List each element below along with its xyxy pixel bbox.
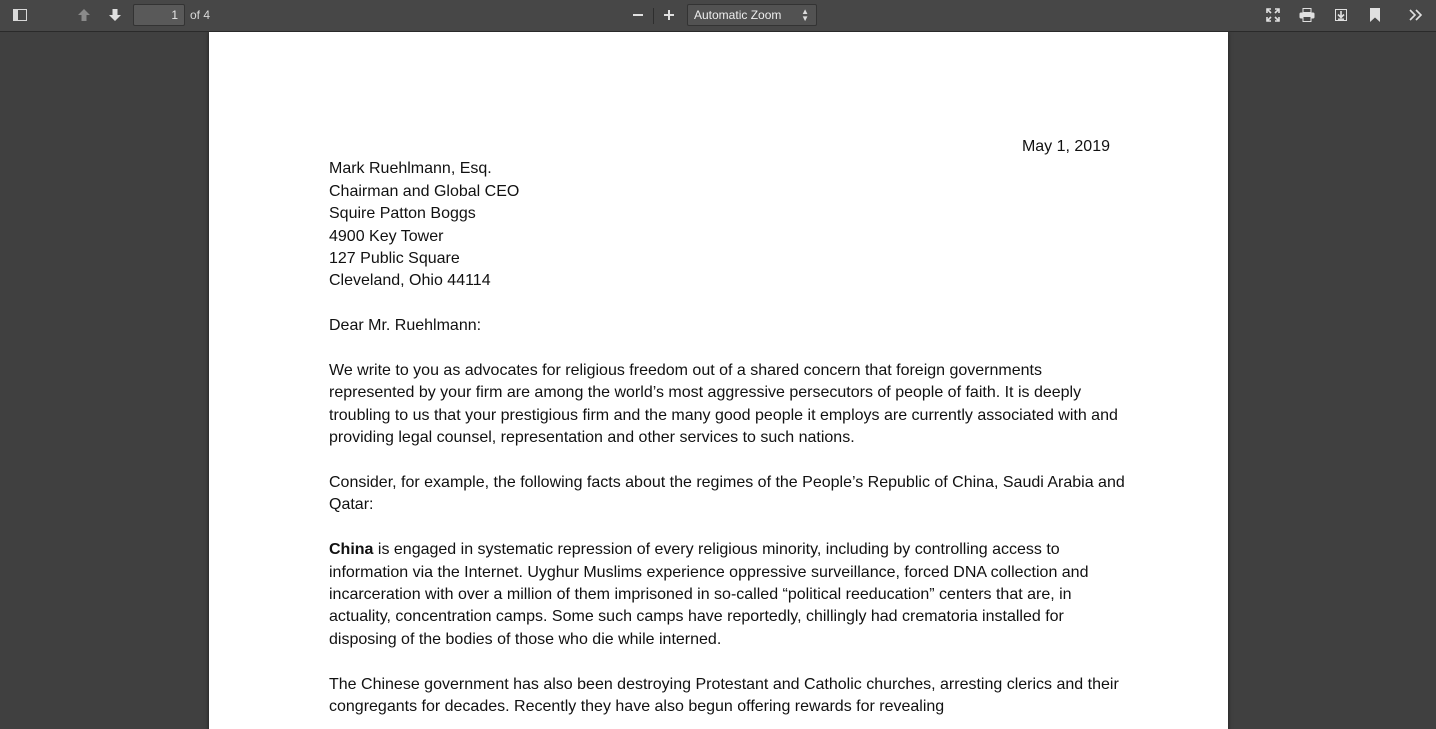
paragraph-1: We write to you as advocates for religious freedom out of a shared concern that foreign governments represented by your firm are among the world’s most aggressive persecutors of people of faith. It is deeply troubling to us that your prestigious firm and the many good people it employs are currently associated with and providing legal counsel, representation and other services to such nations.: [329, 362, 1118, 447]
pdf-page: [209, 32, 1228, 729]
address-line: Squire Patton Boggs: [329, 205, 476, 223]
address-line: 4900 Key Tower: [329, 227, 444, 245]
document-viewer[interactable]: [0, 32, 1436, 729]
print-icon: [1299, 8, 1315, 22]
paragraph-3-lead: China: [329, 541, 374, 559]
sidebar-toggle-button[interactable]: [7, 4, 33, 26]
paragraph-3: [329, 539, 1129, 651]
salutation: Dear Mr. Ruehlmann:: [329, 317, 482, 335]
bookmark-icon: [1370, 8, 1380, 22]
sidebar-toggle-icon: [13, 9, 27, 21]
paragraph-2: Consider, for example, the following facts about the regimes of the People’s Republic of China, Saudi Arabia and Qatar:: [329, 474, 1125, 514]
address-line: Chairman and Global CEO: [329, 182, 520, 200]
address-line: 127 Public Square: [329, 250, 460, 268]
download-icon: [1334, 8, 1348, 22]
double-chevron-right-icon: [1409, 9, 1423, 21]
recipient-address: [329, 158, 1129, 292]
zoom-out-button[interactable]: [625, 4, 651, 26]
download-button[interactable]: [1328, 4, 1354, 26]
arrow-down-icon: [108, 8, 122, 22]
address-line: Cleveland, Ohio 44114: [329, 272, 491, 290]
letter-date: May 1, 2019: [1021, 138, 1110, 155]
fullscreen-icon: [1266, 8, 1280, 22]
print-button[interactable]: [1294, 4, 1320, 26]
zoom-separator: [653, 8, 654, 24]
address-line: Mark Ruehlmann, Esq.: [329, 160, 492, 178]
bookmark-button[interactable]: [1362, 4, 1388, 26]
presentation-mode-button[interactable]: [1260, 4, 1286, 26]
arrow-up-icon: [77, 8, 91, 22]
tools-button[interactable]: [1403, 4, 1429, 26]
previous-page-button[interactable]: [71, 4, 97, 26]
zoom-in-button[interactable]: [656, 4, 682, 26]
page-count-label: of 4: [190, 8, 211, 22]
paragraph-4: The Chinese government has also been destroying Protestant and Catholic churches, arresting clerics and their congregants for decades. Recently they have also begun offering rewards for revealing: [329, 675, 1119, 716]
select-caret-icon: ▲ ▼: [801, 7, 809, 23]
next-page-button[interactable]: [102, 4, 128, 26]
zoom-select-value: Automatic Zoom: [694, 8, 782, 22]
paragraph-3-text: is engaged in systematic repression of every religious minority, including by controlling access to information via the Internet. Uyghur Muslims experience oppressive surveillance, forced DNA collection and incarceration with over a million of them imprisoned in so-called “political reeducation” centers that are, in actuality, concentration camps. Some such camps have reportedly, chillingly had crematoria installed for disposing of the bodies of those who die while interned.: [329, 541, 1089, 648]
pdf-toolbar: [0, 0, 1436, 32]
letter-body: [329, 136, 1129, 718]
zoom-select[interactable]: [687, 4, 817, 26]
plus-icon: [663, 9, 675, 21]
page-number-input[interactable]: [133, 4, 185, 26]
minus-icon: [632, 9, 644, 21]
